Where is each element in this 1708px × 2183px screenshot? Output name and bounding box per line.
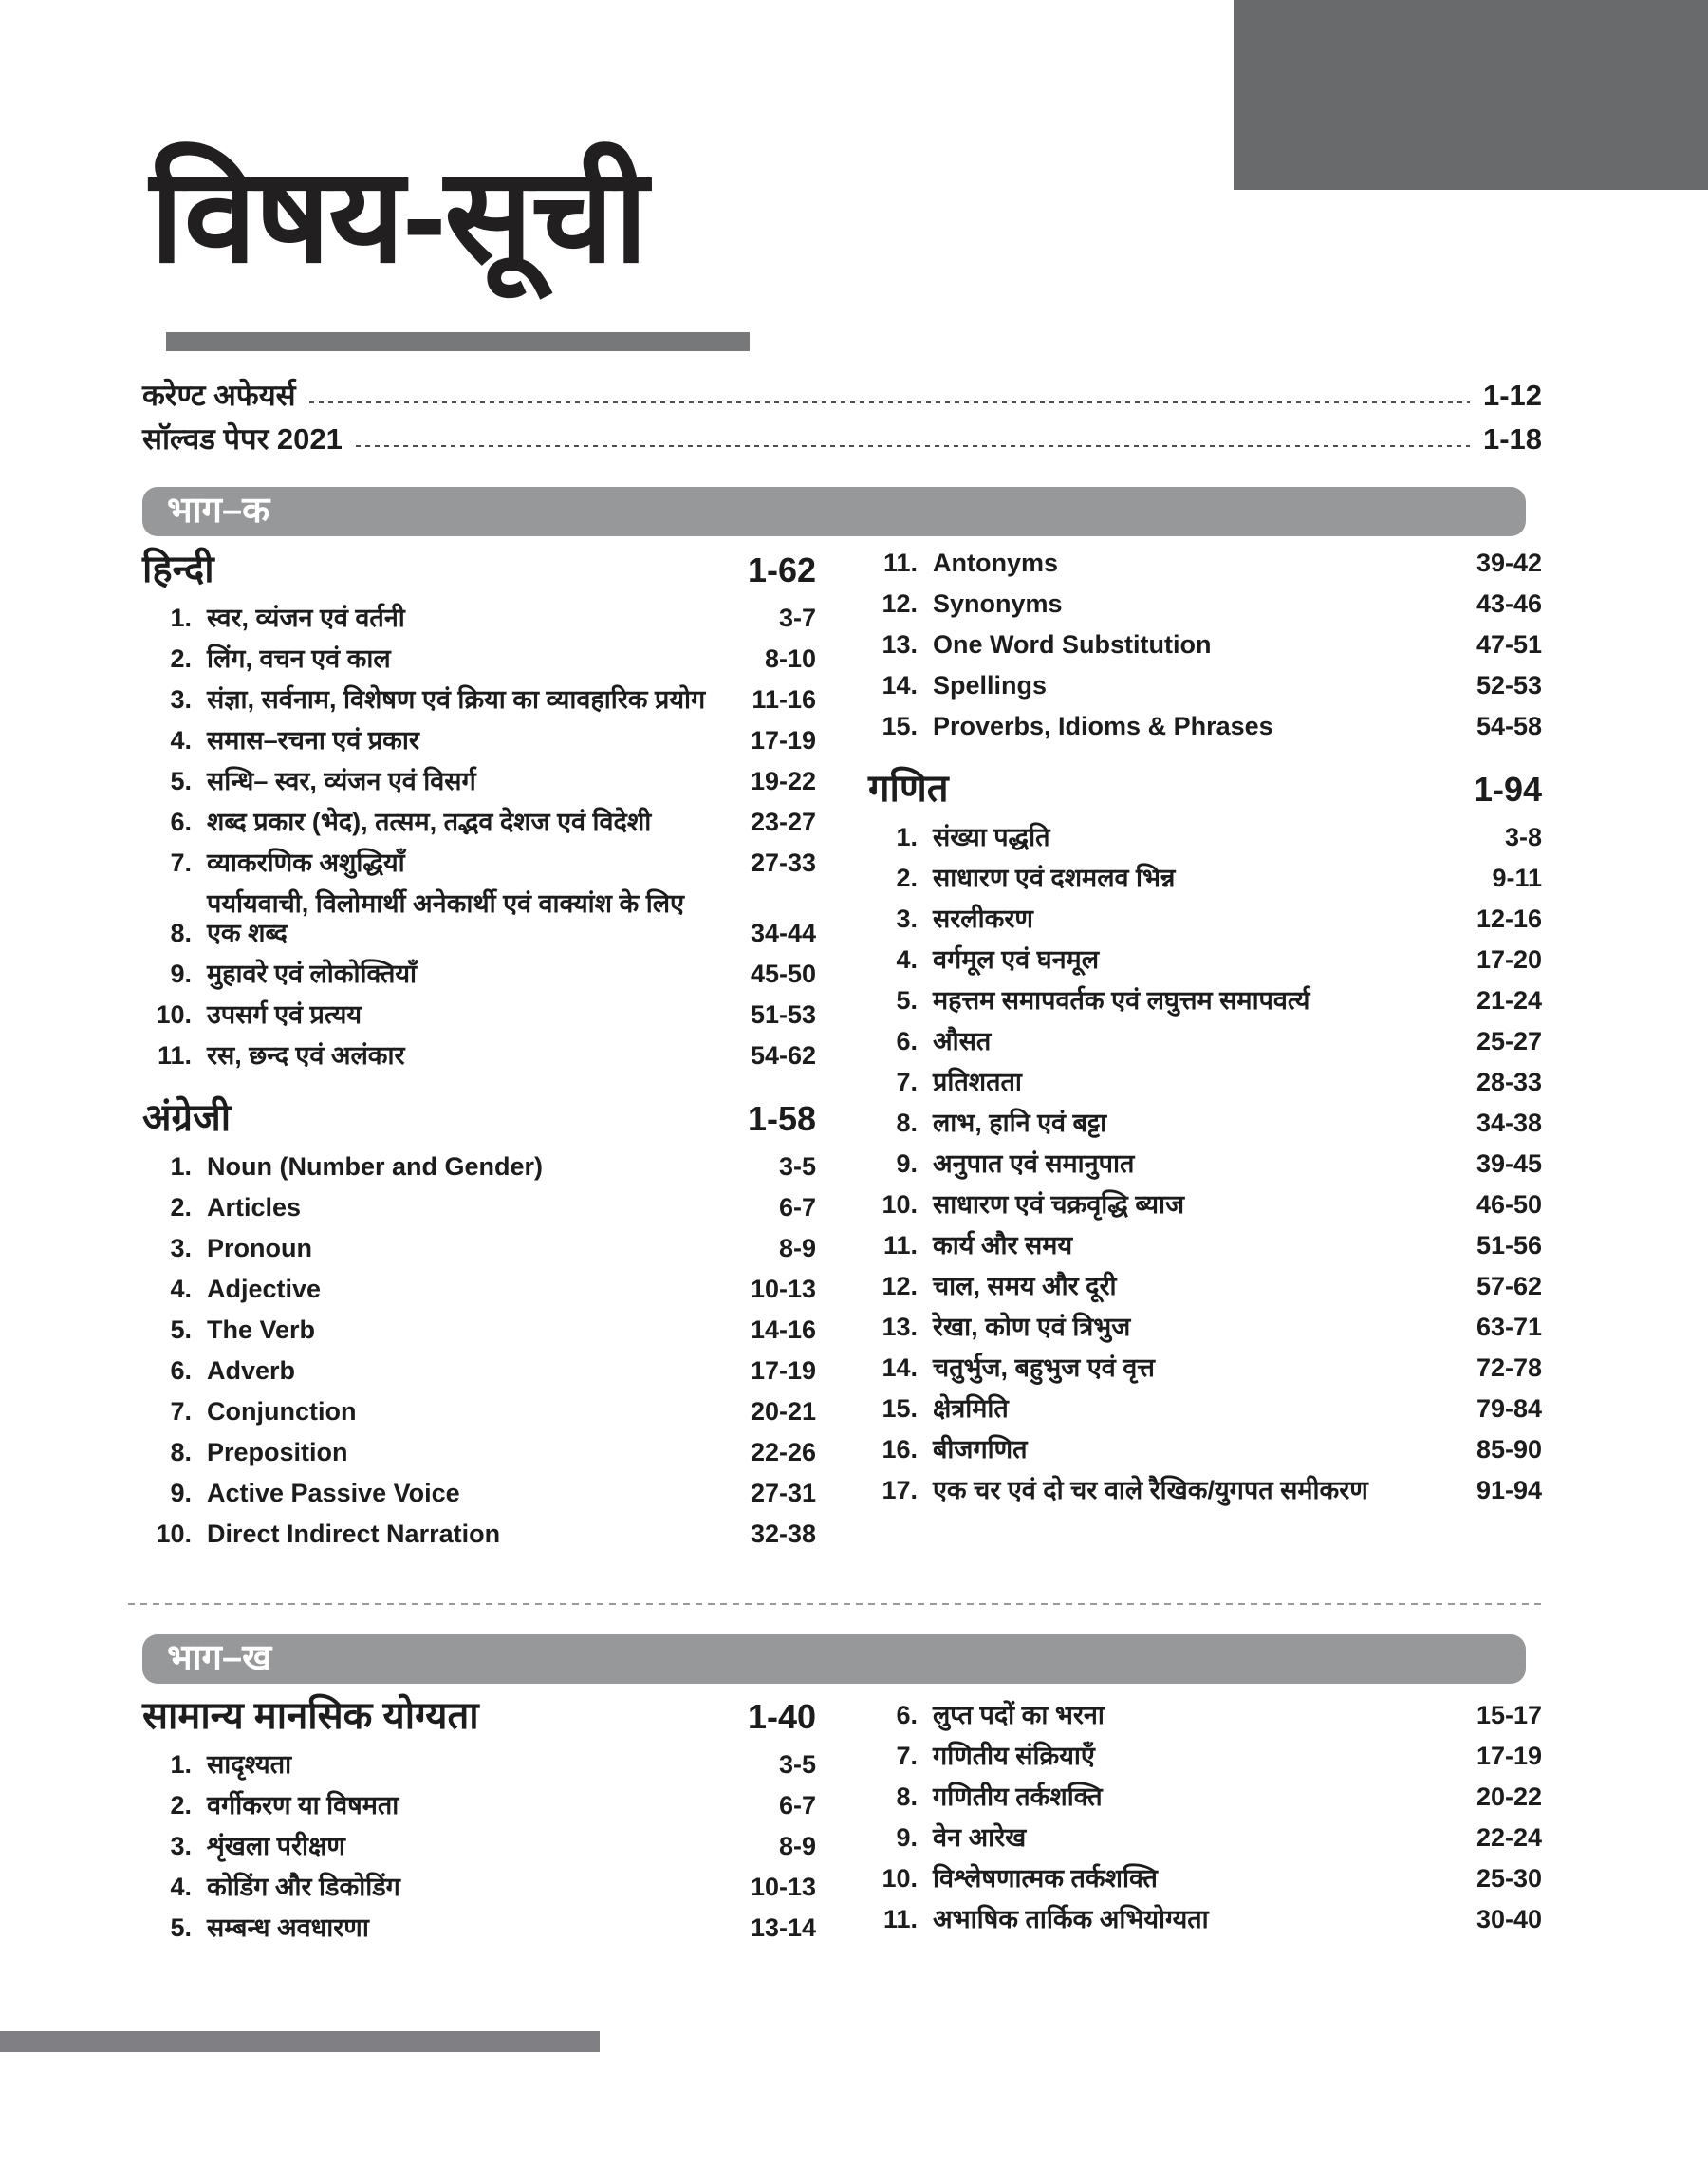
item-page-range: 15-17	[1476, 1701, 1542, 1729]
item-number: 3.	[170, 1832, 192, 1860]
item-label: क्षेत्रमिति	[933, 1394, 1009, 1423]
part-a-bar	[142, 487, 1526, 536]
item-label: सन्धि– स्वर, व्यंजन एवं विसर्ग	[207, 767, 476, 795]
item-label: चतुर्भुज, बहुभुज एवं वृत्त	[933, 1353, 1155, 1382]
section-title: अंग्रेजी	[142, 1097, 232, 1139]
item-number: 10.	[882, 1190, 918, 1219]
parts-divider	[128, 1603, 1542, 1605]
item-number: 3.	[170, 685, 192, 714]
item-page-range: 25-27	[1476, 1027, 1542, 1055]
item-label: सरलीकरण	[933, 905, 1033, 933]
section-header-row	[142, 1097, 816, 1139]
toc-section	[868, 549, 1542, 741]
item-number: 14.	[882, 671, 918, 700]
item-number: 8.	[896, 1782, 918, 1811]
item-number: 15.	[882, 712, 918, 740]
item-page-range: 47-51	[1476, 630, 1542, 659]
toc-item-row	[868, 1823, 1542, 1853]
item-page-range: 8-9	[778, 1234, 816, 1262]
item-page-range: 91-94	[1476, 1476, 1542, 1504]
item-page-range: 57-62	[1476, 1272, 1542, 1300]
item-label: Noun (Number and Gender)	[207, 1152, 544, 1181]
item-page-range: 17-19	[750, 726, 816, 755]
toc-item-row	[868, 1905, 1542, 1934]
item-label: मुहावरे एवं लोकोक्तियाँ	[207, 960, 418, 988]
page-title: विषय-सूची	[150, 143, 646, 289]
toc-section	[868, 768, 1542, 1505]
item-page-range: 8-9	[778, 1832, 816, 1860]
item-number: 6.	[896, 1701, 918, 1729]
item-label: चाल, समय और दूरी	[933, 1272, 1117, 1300]
item-label: लिंग, वचन एवं काल	[207, 644, 391, 673]
toc-item-row	[868, 1701, 1542, 1730]
item-page-range: 22-24	[1476, 1823, 1542, 1852]
item-label: बीजगणित	[933, 1435, 1028, 1464]
toc-section	[142, 1695, 816, 1943]
item-label: एक चर एवं दो चर वाले रैखिक/युगपत समीकरण	[933, 1476, 1368, 1504]
toc-item-row	[142, 889, 816, 948]
item-label: वर्गमूल एवं घनमूल	[933, 945, 1100, 974]
item-page-range: 21-24	[1476, 986, 1542, 1015]
item-number: 6.	[170, 1356, 192, 1385]
item-page-range: 72-78	[1476, 1353, 1542, 1382]
item-label: स्वर, व्यंजन एवं वर्तनी	[207, 604, 405, 632]
item-label: रेखा, कोण एवं त्रिभुज	[933, 1313, 1131, 1341]
item-number: 11.	[157, 1041, 192, 1070]
item-number: 2.	[170, 644, 192, 673]
item-label: शृंखला परीक्षण	[207, 1832, 345, 1860]
toc-item-row	[142, 1315, 816, 1345]
toc-item-row	[142, 1234, 816, 1263]
item-label: Adverb	[207, 1356, 296, 1385]
section-header-row	[868, 768, 1542, 810]
item-number: 2.	[896, 864, 918, 892]
item-number: 9.	[170, 960, 192, 988]
item-label: कार्य और समय	[933, 1231, 1073, 1259]
item-label: विश्लेषणात्मक तर्कशक्ति	[933, 1864, 1158, 1893]
footer-decoration-bar	[0, 2031, 600, 2052]
part-a-left-column	[142, 549, 816, 1560]
item-page-range: 39-42	[1476, 549, 1542, 577]
section-title: सामान्य मानसिक योग्यता	[142, 1695, 479, 1737]
item-label: Articles	[207, 1193, 302, 1222]
part-a-right-column	[868, 549, 1542, 1517]
item-number: 1.	[896, 823, 918, 851]
section-title: गणित	[868, 768, 949, 810]
item-page-range: 6-7	[778, 1791, 816, 1819]
item-page-range: 13-14	[750, 1913, 816, 1942]
item-label: The Verb	[207, 1315, 316, 1344]
item-page-range: 20-21	[750, 1397, 816, 1426]
item-number: 13.	[882, 1313, 918, 1341]
section-page-range: 1-94	[1473, 770, 1542, 809]
item-label: Direct Indirect Narration	[207, 1520, 501, 1548]
item-page-range: 20-22	[1476, 1782, 1542, 1811]
item-label: समास–रचना एवं प्रकार	[207, 726, 419, 755]
toc-item-row	[142, 1000, 816, 1030]
item-number: 4.	[896, 945, 918, 974]
item-page-range: 27-31	[750, 1479, 816, 1507]
item-page-range: 9-11	[1492, 864, 1542, 892]
item-number: 10.	[882, 1864, 918, 1893]
item-label: Preposition	[207, 1438, 348, 1466]
item-number: 13.	[882, 630, 918, 659]
front-matter-entries	[142, 378, 1542, 465]
item-label: Antonyms	[933, 549, 1059, 577]
part-b-right-column	[868, 1701, 1542, 1946]
item-page-range: 6-7	[778, 1193, 816, 1222]
item-number: 5.	[896, 986, 918, 1015]
item-number: 3.	[170, 1234, 192, 1262]
toc-item-row	[142, 1152, 816, 1182]
item-label: वेन आरेख	[933, 1823, 1027, 1852]
item-label: Conjunction	[207, 1397, 357, 1426]
item-page-range: 11-16	[752, 685, 816, 714]
item-page-range: 54-62	[750, 1041, 816, 1070]
item-number: 7.	[896, 1742, 918, 1770]
item-label: कोडिंग और डिकोडिंग	[207, 1873, 400, 1901]
toc-item-row	[868, 1435, 1542, 1465]
item-page-range: 79-84	[1476, 1394, 1542, 1423]
item-page-range: 3-5	[778, 1750, 816, 1779]
toc-item-row	[868, 1027, 1542, 1056]
toc-item-row	[142, 604, 816, 633]
item-number: 9.	[170, 1479, 192, 1507]
toc-item-row	[868, 905, 1542, 934]
item-number: 4.	[170, 1873, 192, 1901]
item-page-range: 43-46	[1476, 589, 1542, 618]
item-page-range: 32-38	[750, 1520, 816, 1548]
toc-item-row	[868, 671, 1542, 700]
toc-item-row	[868, 1353, 1542, 1383]
item-label: साधारण एवं दशमलव भिन्न	[933, 864, 1176, 892]
item-page-range: 17-19	[1476, 1742, 1542, 1770]
item-page-range: 3-7	[778, 604, 816, 632]
item-page-range: 46-50	[1476, 1190, 1542, 1219]
toc-item-row	[868, 986, 1542, 1016]
item-number: 6.	[896, 1027, 918, 1055]
toc-item-row	[142, 685, 816, 715]
front-matter-label: सॉल्वड पेपर 2021	[142, 422, 343, 456]
front-matter-page-range: 1-18	[1482, 422, 1542, 456]
toc-item-row	[868, 1231, 1542, 1260]
toc-item-row	[142, 644, 816, 674]
item-label: रस, छन्द एवं अलंकार	[207, 1041, 405, 1070]
item-number: 5.	[170, 1315, 192, 1344]
toc-section	[142, 549, 816, 1071]
item-label: अनुपात एवं समानुपात	[933, 1149, 1135, 1178]
toc-item-row	[868, 1782, 1542, 1812]
item-page-range: 3-8	[1504, 823, 1542, 851]
item-page-range: 23-27	[750, 808, 816, 836]
toc-item-row	[868, 1272, 1542, 1301]
item-label: अभाषिक तार्किक अभियोग्यता	[933, 1905, 1209, 1933]
part-b-bar	[142, 1634, 1526, 1684]
item-page-range: 27-33	[750, 849, 816, 877]
item-page-range: 34-38	[1476, 1109, 1542, 1137]
item-number: 14.	[882, 1353, 918, 1382]
section-page-range: 1-58	[747, 1099, 816, 1138]
toc-item-row	[868, 630, 1542, 660]
item-label: लाभ, हानि एवं बट्टा	[933, 1109, 1107, 1137]
toc-item-row	[142, 767, 816, 796]
item-number: 8.	[170, 1438, 192, 1466]
item-label: Adjective	[207, 1275, 322, 1303]
item-label: Active Passive Voice	[207, 1479, 460, 1507]
item-number: 15.	[882, 1394, 918, 1423]
item-page-range: 17-19	[750, 1356, 816, 1385]
item-label: औसत	[933, 1027, 992, 1055]
toc-item-row	[868, 1149, 1542, 1179]
toc-item-row	[868, 1109, 1542, 1138]
item-page-range: 45-50	[750, 960, 816, 988]
toc-item-row	[868, 1394, 1542, 1424]
toc-item-row	[868, 1190, 1542, 1220]
toc-item-row	[142, 849, 816, 878]
toc-item-row	[868, 864, 1542, 893]
item-page-range: 19-22	[750, 767, 816, 795]
item-label: महत्तम समापवर्तक एवं लघुत्तम समापवर्त्य	[933, 986, 1310, 1015]
item-label: सादृश्यता	[207, 1750, 292, 1779]
front-matter-row	[142, 378, 1542, 414]
item-page-range: 39-45	[1476, 1149, 1542, 1178]
toc-item-row	[142, 1356, 816, 1386]
item-label: शब्द प्रकार (भेद), तत्सम, तद्भव देशज एवं विदेशी	[207, 808, 652, 836]
item-page-range: 14-16	[750, 1315, 816, 1344]
item-page-range: 17-20	[1476, 945, 1542, 974]
item-label: गणितीय संक्रियाएँ	[933, 1742, 1095, 1770]
corner-decoration	[1234, 0, 1708, 190]
item-number: 8.	[170, 919, 192, 947]
item-label: सम्बन्ध अवधारणा	[207, 1913, 369, 1942]
toc-item-row	[868, 823, 1542, 852]
toc-item-row	[142, 1275, 816, 1304]
toc-item-row	[142, 1193, 816, 1222]
item-number: 6.	[170, 808, 192, 836]
item-label: Pronoun	[207, 1234, 312, 1262]
front-matter-page-range: 1-12	[1482, 379, 1542, 412]
toc-item-row	[868, 1742, 1542, 1771]
toc-section	[868, 1701, 1542, 1934]
item-number: 7.	[170, 849, 192, 877]
toc-item-row	[142, 1479, 816, 1508]
part-b-left-column	[142, 1695, 816, 1954]
item-number: 1.	[170, 1750, 192, 1779]
item-number: 10.	[156, 1000, 192, 1029]
toc-item-row	[142, 1397, 816, 1427]
item-number: 4.	[170, 1275, 192, 1303]
item-page-range: 30-40	[1476, 1905, 1542, 1933]
toc-item-row	[142, 1791, 816, 1820]
dotted-leader	[356, 445, 1470, 447]
item-label: Spellings	[933, 671, 1048, 700]
item-page-range: 3-5	[778, 1152, 816, 1181]
item-label: व्याकरणिक अशुद्धियाँ	[207, 849, 405, 877]
item-number: 1.	[170, 604, 192, 632]
item-label: प्रतिशतता	[933, 1068, 1022, 1096]
toc-section	[142, 1097, 816, 1549]
item-page-range: 85-90	[1476, 1435, 1542, 1464]
item-number: 9.	[896, 1823, 918, 1852]
item-page-range: 51-56	[1476, 1231, 1542, 1259]
toc-item-row	[868, 1068, 1542, 1097]
toc-item-row	[142, 726, 816, 756]
toc-item-row	[142, 1520, 816, 1549]
item-label: साधारण एवं चक्रवृद्धि ब्याज	[933, 1190, 1185, 1219]
item-number: 11.	[882, 549, 918, 577]
item-number: 12.	[882, 589, 918, 618]
item-page-range: 51-53	[750, 1000, 816, 1029]
item-page-range: 10-13	[750, 1275, 816, 1303]
item-page-range: 34-44	[750, 919, 816, 947]
item-label: One Word Substitution	[933, 630, 1212, 659]
item-label: संज्ञा, सर्वनाम, विशेषण एवं क्रिया का व्यावहारिक प्रयोग	[207, 685, 706, 714]
item-number: 11.	[882, 1905, 918, 1933]
item-number: 17.	[882, 1476, 918, 1504]
item-page-range: 12-16	[1476, 905, 1542, 933]
item-page-range: 28-33	[1476, 1068, 1542, 1096]
toc-item-row	[868, 1313, 1542, 1342]
item-number: 1.	[170, 1152, 192, 1181]
toc-item-row	[142, 808, 816, 837]
item-number: 12.	[882, 1272, 918, 1300]
item-number: 8.	[896, 1109, 918, 1137]
toc-item-row	[868, 712, 1542, 741]
item-number: 3.	[896, 905, 918, 933]
item-number: 10.	[156, 1520, 192, 1548]
section-page-range: 1-62	[747, 550, 816, 589]
item-number: 7.	[896, 1068, 918, 1096]
item-label: उपसर्ग एवं प्रत्यय	[207, 1000, 362, 1029]
toc-item-row	[868, 945, 1542, 975]
part-b-bar-label: भाग–ख	[167, 1638, 272, 1678]
item-label: पर्यायवाची, विलोमार्थी अनेकार्थी एवं वाक्यांश के लिए एक शब्द	[207, 889, 684, 947]
item-label: Proverbs, Idioms & Phrases	[933, 712, 1273, 740]
item-page-range: 22-26	[750, 1438, 816, 1466]
item-number: 5.	[170, 767, 192, 795]
section-header-row	[142, 1695, 816, 1737]
section-page-range: 1-40	[747, 1697, 816, 1736]
item-number: 7.	[170, 1397, 192, 1426]
front-matter-row	[142, 421, 1542, 457]
toc-item-row	[142, 1041, 816, 1071]
item-label: Synonyms	[933, 589, 1063, 618]
toc-item-row	[868, 549, 1542, 578]
item-number: 16.	[882, 1435, 918, 1464]
toc-item-row	[142, 1873, 816, 1902]
item-label: गणितीय तर्कशक्ति	[933, 1782, 1103, 1811]
item-label: लुप्त पदों का भरना	[933, 1701, 1105, 1729]
item-page-range: 8-10	[764, 644, 816, 673]
item-number: 4.	[170, 726, 192, 755]
toc-item-row	[142, 1832, 816, 1861]
item-number: 2.	[170, 1791, 192, 1819]
dotted-leader	[309, 401, 1470, 403]
toc-item-row	[142, 1913, 816, 1943]
toc-item-row	[868, 1864, 1542, 1894]
front-matter-label: करेण्ट अफेयर्स	[142, 379, 296, 412]
item-number: 11.	[882, 1231, 918, 1259]
item-page-range: 52-53	[1476, 671, 1542, 700]
item-page-range: 63-71	[1476, 1313, 1542, 1341]
section-header-row	[142, 549, 816, 590]
section-title: हिन्दी	[142, 549, 214, 590]
toc-item-row	[868, 1476, 1542, 1505]
item-number: 5.	[170, 1913, 192, 1942]
item-number: 2.	[170, 1193, 192, 1222]
toc-item-row	[142, 960, 816, 989]
item-page-range: 25-30	[1476, 1864, 1542, 1893]
title-underline	[166, 332, 750, 351]
item-page-range: 54-58	[1476, 712, 1542, 740]
item-label: संख्या पद्धति	[933, 823, 1050, 851]
part-a-bar-label: भाग–क	[167, 491, 270, 531]
toc-item-row	[142, 1438, 816, 1467]
toc-item-row	[142, 1750, 816, 1780]
item-number: 9.	[896, 1149, 918, 1178]
item-page-range: 10-13	[750, 1873, 816, 1901]
item-label: वर्गीकरण या विषमता	[207, 1791, 399, 1819]
toc-item-row	[868, 589, 1542, 619]
